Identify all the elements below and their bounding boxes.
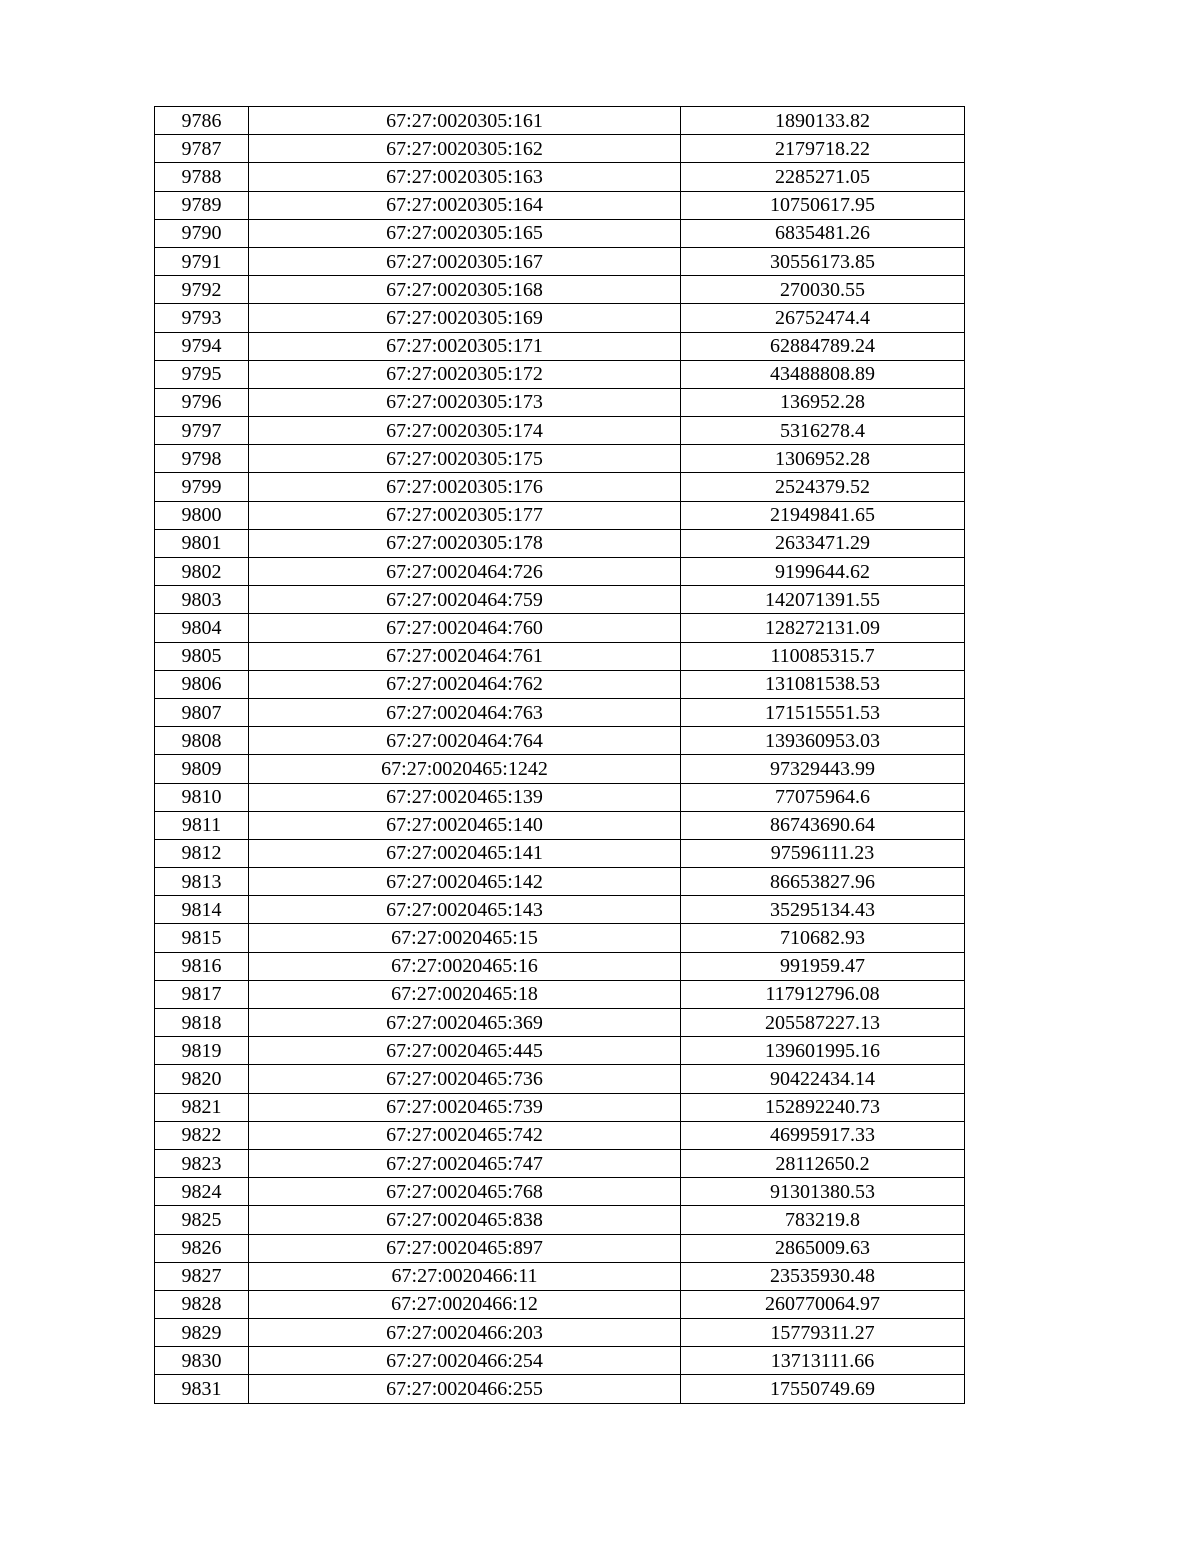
row-number-cell: 9806 [155, 670, 249, 698]
table-row [155, 501, 965, 529]
row-number-cell: 9818 [155, 1009, 249, 1037]
cadastral-value-cell: 2524379.52 [681, 473, 965, 501]
table-row [155, 1009, 965, 1037]
row-number-cell: 9815 [155, 924, 249, 952]
cadastral-value-cell: 2633471.29 [681, 529, 965, 557]
table-row [155, 276, 965, 304]
cadastral-number-cell: 67:27:0020305:175 [249, 445, 681, 473]
cadastral-number-cell: 67:27:0020465:897 [249, 1234, 681, 1262]
cadastral-value-cell: 128272131.09 [681, 614, 965, 642]
cadastral-value-cell: 26752474.4 [681, 304, 965, 332]
row-number-cell: 9826 [155, 1234, 249, 1262]
cadastral-value-cell: 86743690.64 [681, 811, 965, 839]
cadastral-number-cell: 67:27:0020305:161 [249, 107, 681, 135]
cadastral-value-cell: 710682.93 [681, 924, 965, 952]
table-row [155, 247, 965, 275]
row-number-cell: 9789 [155, 191, 249, 219]
cadastral-number-cell: 67:27:0020465:736 [249, 1065, 681, 1093]
table-row [155, 811, 965, 839]
cadastral-number-cell: 67:27:0020305:164 [249, 191, 681, 219]
cadastral-value-cell: 270030.55 [681, 276, 965, 304]
row-number-cell: 9810 [155, 783, 249, 811]
row-number-cell: 9800 [155, 501, 249, 529]
cadastral-number-cell: 67:27:0020465:142 [249, 868, 681, 896]
row-number-cell: 9830 [155, 1347, 249, 1375]
cadastral-value-cell: 152892240.73 [681, 1093, 965, 1121]
cadastral-value-cell: 77075964.6 [681, 783, 965, 811]
cadastral-value-cell: 46995917.33 [681, 1121, 965, 1149]
cadastral-number-cell: 67:27:0020465:139 [249, 783, 681, 811]
row-number-cell: 9792 [155, 276, 249, 304]
cadastral-value-cell: 2179718.22 [681, 135, 965, 163]
table-row [155, 839, 965, 867]
cadastral-value-cell: 17550749.69 [681, 1375, 965, 1403]
row-number-cell: 9828 [155, 1290, 249, 1318]
cadastral-number-cell: 67:27:0020464:726 [249, 558, 681, 586]
cadastral-number-cell: 67:27:0020465:742 [249, 1121, 681, 1149]
table-row [155, 332, 965, 360]
table-row [155, 1037, 965, 1065]
row-number-cell: 9790 [155, 219, 249, 247]
row-number-cell: 9799 [155, 473, 249, 501]
row-number-cell: 9827 [155, 1262, 249, 1290]
table-row [155, 868, 965, 896]
cadastral-number-cell: 67:27:0020466:254 [249, 1347, 681, 1375]
cadastral-number-cell: 67:27:0020305:169 [249, 304, 681, 332]
table-row [155, 1234, 965, 1262]
table-row [155, 586, 965, 614]
table-row [155, 755, 965, 783]
table-row [155, 980, 965, 1008]
table-row [155, 783, 965, 811]
cadastral-number-cell: 67:27:0020465:15 [249, 924, 681, 952]
table-row [155, 642, 965, 670]
cadastral-number-cell: 67:27:0020465:1242 [249, 755, 681, 783]
row-number-cell: 9798 [155, 445, 249, 473]
cadastral-number-cell: 67:27:0020305:176 [249, 473, 681, 501]
table-row [155, 191, 965, 219]
cadastral-number-cell: 67:27:0020305:171 [249, 332, 681, 360]
cadastral-value-cell: 91301380.53 [681, 1178, 965, 1206]
table-row [155, 1121, 965, 1149]
table-row [155, 304, 965, 332]
row-number-cell: 9817 [155, 980, 249, 1008]
cadastral-number-cell: 67:27:0020465:141 [249, 839, 681, 867]
cadastral-value-cell: 30556173.85 [681, 247, 965, 275]
cadastral-value-cell: 2865009.63 [681, 1234, 965, 1262]
cadastral-number-cell: 67:27:0020464:760 [249, 614, 681, 642]
table-row [155, 727, 965, 755]
table-row [155, 360, 965, 388]
row-number-cell: 9829 [155, 1319, 249, 1347]
row-number-cell: 9788 [155, 163, 249, 191]
row-number-cell: 9831 [155, 1375, 249, 1403]
cadastral-value-cell: 783219.8 [681, 1206, 965, 1234]
cadastral-value-cell: 62884789.24 [681, 332, 965, 360]
cadastral-value-cell: 991959.47 [681, 952, 965, 980]
cadastral-number-cell: 67:27:0020464:762 [249, 670, 681, 698]
cadastral-value-cell: 90422434.14 [681, 1065, 965, 1093]
cadastral-number-cell: 67:27:0020466:255 [249, 1375, 681, 1403]
row-number-cell: 9825 [155, 1206, 249, 1234]
cadastral-number-cell: 67:27:0020464:763 [249, 698, 681, 726]
table-row [155, 1375, 965, 1403]
cadastral-number-cell: 67:27:0020305:178 [249, 529, 681, 557]
cadastral-number-cell: 67:27:0020305:173 [249, 388, 681, 416]
cadastral-value-cell: 260770064.97 [681, 1290, 965, 1318]
row-number-cell: 9793 [155, 304, 249, 332]
cadastral-number-cell: 67:27:0020464:759 [249, 586, 681, 614]
cadastral-value-cell: 23535930.48 [681, 1262, 965, 1290]
cadastral-value-cell: 97329443.99 [681, 755, 965, 783]
row-number-cell: 9814 [155, 896, 249, 924]
row-number-cell: 9811 [155, 811, 249, 839]
table-row [155, 1206, 965, 1234]
row-number-cell: 9809 [155, 755, 249, 783]
cadastral-value-cell: 13713111.66 [681, 1347, 965, 1375]
table-row [155, 698, 965, 726]
row-number-cell: 9824 [155, 1178, 249, 1206]
cadastral-value-table [154, 106, 965, 1404]
cadastral-number-cell: 67:27:0020305:177 [249, 501, 681, 529]
cadastral-number-cell: 67:27:0020465:143 [249, 896, 681, 924]
row-number-cell: 9787 [155, 135, 249, 163]
table-row [155, 1262, 965, 1290]
cadastral-number-cell: 67:27:0020305:168 [249, 276, 681, 304]
table-row [155, 445, 965, 473]
cadastral-value-cell: 35295134.43 [681, 896, 965, 924]
cadastral-number-cell: 67:27:0020305:165 [249, 219, 681, 247]
cadastral-number-cell: 67:27:0020464:764 [249, 727, 681, 755]
cadastral-value-cell: 1306952.28 [681, 445, 965, 473]
cadastral-number-cell: 67:27:0020465:768 [249, 1178, 681, 1206]
cadastral-number-cell: 67:27:0020465:369 [249, 1009, 681, 1037]
cadastral-number-cell: 67:27:0020466:203 [249, 1319, 681, 1347]
cadastral-value-cell: 97596111.23 [681, 839, 965, 867]
cadastral-value-cell: 43488808.89 [681, 360, 965, 388]
cadastral-value-cell: 110085315.7 [681, 642, 965, 670]
cadastral-number-cell: 67:27:0020465:140 [249, 811, 681, 839]
cadastral-value-cell: 2285271.05 [681, 163, 965, 191]
cadastral-number-cell: 67:27:0020305:163 [249, 163, 681, 191]
table-row [155, 1290, 965, 1318]
row-number-cell: 9802 [155, 558, 249, 586]
cadastral-value-cell: 28112650.2 [681, 1149, 965, 1177]
table-body [155, 107, 965, 1404]
cadastral-value-cell: 171515551.53 [681, 698, 965, 726]
table-row [155, 163, 965, 191]
row-number-cell: 9822 [155, 1121, 249, 1149]
row-number-cell: 9807 [155, 698, 249, 726]
row-number-cell: 9813 [155, 868, 249, 896]
cadastral-number-cell: 67:27:0020465:18 [249, 980, 681, 1008]
table-row [155, 135, 965, 163]
table-row [155, 614, 965, 642]
row-number-cell: 9796 [155, 388, 249, 416]
row-number-cell: 9801 [155, 529, 249, 557]
table-row [155, 529, 965, 557]
cadastral-value-cell: 142071391.55 [681, 586, 965, 614]
cadastral-value-cell: 1890133.82 [681, 107, 965, 135]
cadastral-number-cell: 67:27:0020466:11 [249, 1262, 681, 1290]
table-row [155, 558, 965, 586]
table-row [155, 952, 965, 980]
table-row [155, 388, 965, 416]
cadastral-value-cell: 205587227.13 [681, 1009, 965, 1037]
cadastral-number-cell: 67:27:0020305:167 [249, 247, 681, 275]
row-number-cell: 9808 [155, 727, 249, 755]
table-row [155, 924, 965, 952]
cadastral-number-cell: 67:27:0020465:739 [249, 1093, 681, 1121]
table-row [155, 1093, 965, 1121]
cadastral-value-cell: 6835481.26 [681, 219, 965, 247]
cadastral-value-cell: 9199644.62 [681, 558, 965, 586]
cadastral-number-cell: 67:27:0020465:747 [249, 1149, 681, 1177]
table-row [155, 417, 965, 445]
row-number-cell: 9820 [155, 1065, 249, 1093]
table-row [155, 1065, 965, 1093]
cadastral-value-cell: 139601995.16 [681, 1037, 965, 1065]
table-row [155, 670, 965, 698]
row-number-cell: 9797 [155, 417, 249, 445]
row-number-cell: 9804 [155, 614, 249, 642]
row-number-cell: 9795 [155, 360, 249, 388]
cadastral-number-cell: 67:27:0020466:12 [249, 1290, 681, 1318]
table-row [155, 219, 965, 247]
row-number-cell: 9805 [155, 642, 249, 670]
cadastral-number-cell: 67:27:0020465:838 [249, 1206, 681, 1234]
cadastral-value-cell: 86653827.96 [681, 868, 965, 896]
cadastral-value-cell: 131081538.53 [681, 670, 965, 698]
table-row [155, 1347, 965, 1375]
cadastral-value-cell: 117912796.08 [681, 980, 965, 1008]
row-number-cell: 9803 [155, 586, 249, 614]
row-number-cell: 9816 [155, 952, 249, 980]
row-number-cell: 9812 [155, 839, 249, 867]
table-row [155, 1149, 965, 1177]
row-number-cell: 9823 [155, 1149, 249, 1177]
row-number-cell: 9819 [155, 1037, 249, 1065]
cadastral-value-cell: 139360953.03 [681, 727, 965, 755]
row-number-cell: 9791 [155, 247, 249, 275]
row-number-cell: 9821 [155, 1093, 249, 1121]
cadastral-value-cell: 15779311.27 [681, 1319, 965, 1347]
table-row [155, 1319, 965, 1347]
cadastral-number-cell: 67:27:0020305:162 [249, 135, 681, 163]
row-number-cell: 9794 [155, 332, 249, 360]
cadastral-number-cell: 67:27:0020464:761 [249, 642, 681, 670]
cadastral-number-cell: 67:27:0020305:172 [249, 360, 681, 388]
table-row [155, 896, 965, 924]
table-row [155, 473, 965, 501]
row-number-cell: 9786 [155, 107, 249, 135]
cadastral-value-cell: 136952.28 [681, 388, 965, 416]
table-row [155, 1178, 965, 1206]
cadastral-number-cell: 67:27:0020465:445 [249, 1037, 681, 1065]
table-row [155, 107, 965, 135]
cadastral-number-cell: 67:27:0020305:174 [249, 417, 681, 445]
cadastral-number-cell: 67:27:0020465:16 [249, 952, 681, 980]
cadastral-value-cell: 5316278.4 [681, 417, 965, 445]
cadastral-value-cell: 21949841.65 [681, 501, 965, 529]
cadastral-value-cell: 10750617.95 [681, 191, 965, 219]
